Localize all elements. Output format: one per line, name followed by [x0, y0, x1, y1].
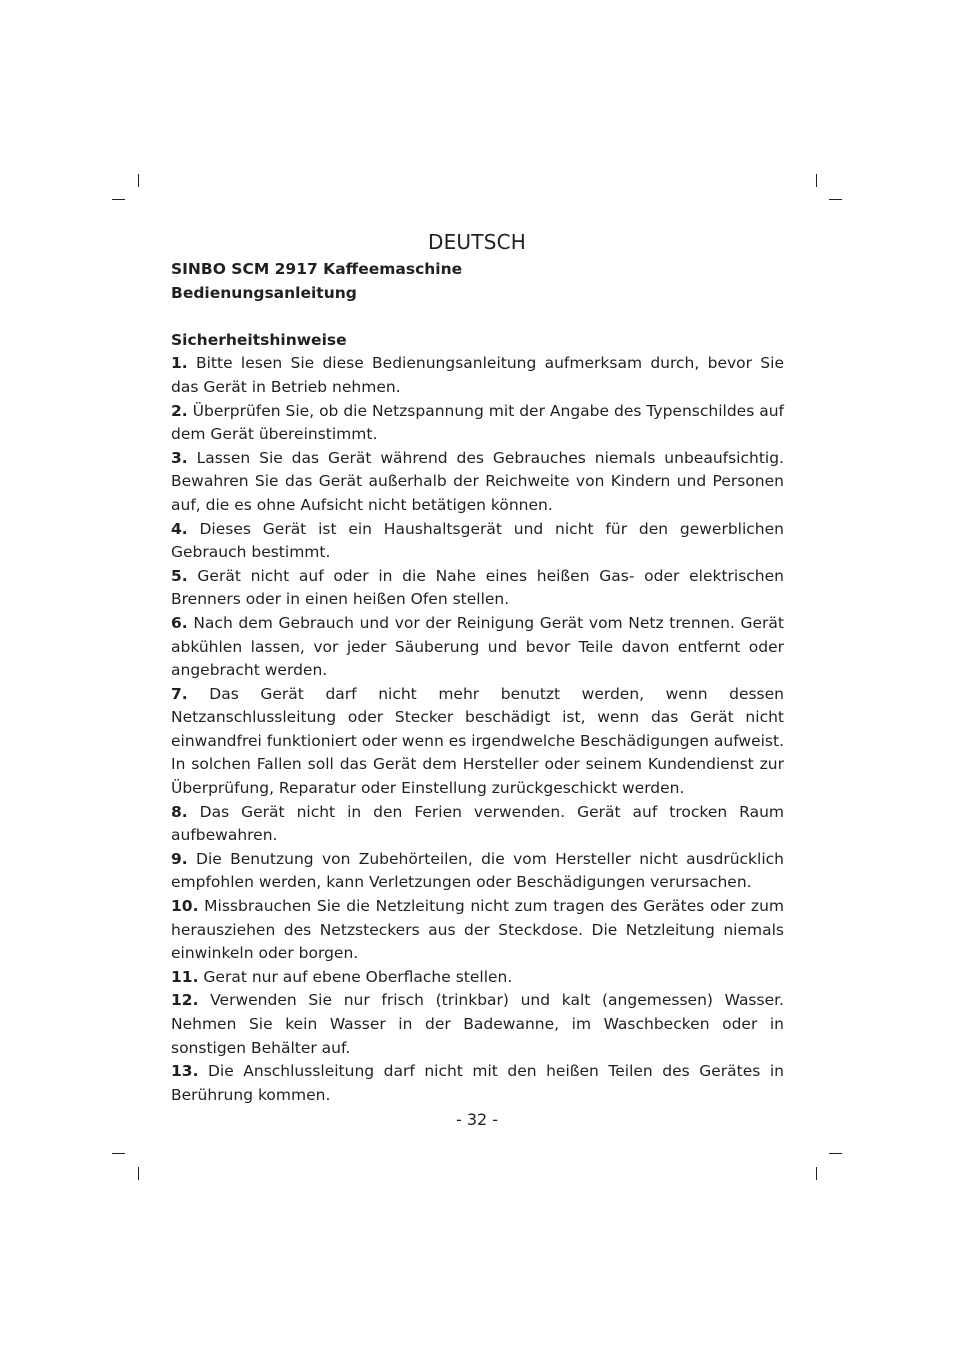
- crop-mark-top-right-vertical: [816, 174, 817, 187]
- item-number: 11.: [171, 967, 199, 986]
- product-title: SINBO SCM 2917 Kaffeemaschine: [171, 260, 463, 278]
- item-number: 4.: [171, 519, 188, 538]
- page-number: - 32 -: [455, 1110, 499, 1129]
- safety-item-8: [171, 801, 784, 848]
- safety-item-4: [171, 518, 784, 565]
- safety-item-1: [171, 352, 784, 399]
- item-text: Bitte lesen Sie diese Bedienungsanleitung aufmerksam durch, bevor Sie das Gerät in Betrieb nehmen.: [171, 354, 784, 396]
- item-text: Die Benutzung von Zubehörteilen, die vom Hersteller nicht ausdrücklich empfohlen werden, kann Verletzungen oder Beschädigungen verursachen.: [171, 849, 784, 892]
- item-number: 13.: [171, 1062, 199, 1081]
- item-number: 2.: [171, 401, 188, 420]
- crop-mark-top-left-horizontal: [112, 199, 125, 200]
- section-title: Sicherheitshinweise: [171, 330, 347, 349]
- crop-mark-top-left-vertical: [138, 174, 139, 187]
- item-text: Die Anschlussleitung darf nicht mit den heißen Teilen des Gerätes in Berührung kommen.: [171, 1062, 784, 1104]
- document-title: Bedienungsanleitung: [171, 283, 357, 302]
- item-text: Dieses Gerät ist ein Haushaltsgerät und nicht für den gewerblichen Gebrauch bestimmt.: [171, 519, 784, 562]
- safety-item-11: [171, 966, 784, 990]
- safety-item-6: [171, 612, 784, 683]
- safety-item-5: [171, 565, 784, 612]
- language-heading: DEUTSCH: [428, 230, 526, 254]
- item-number: 9.: [171, 849, 188, 868]
- item-text: Missbrauchen Sie die Netzleitung nicht zum tragen des Gerätes oder zum herausziehen des Netzsteckers aus der Steckdose. Die Netzleitung niemals einwinkeln oder borgen.: [171, 897, 784, 963]
- safety-item-7: [171, 683, 784, 801]
- safety-item-9: [171, 848, 784, 895]
- safety-item-13: [171, 1060, 784, 1107]
- crop-mark-bottom-left-vertical: [138, 1167, 139, 1180]
- item-number: 1.: [171, 354, 188, 373]
- safety-item-12: [171, 989, 784, 1060]
- item-text: Gerat nur auf ebene Oberflache stellen.: [203, 967, 513, 986]
- item-number: 7.: [171, 684, 188, 703]
- item-text: Das Gerät darf nicht mehr benutzt werden, wenn dessen Netzanschlussleitung oder Stecker beschädigt ist, wenn das Gerät nicht einwandfrei funktioniert oder wenn es irgendwelche Beschädigungen aufweist. In solchen Fallen soll das Gerät dem Hersteller oder seinem Kundendienst zur Überprüfung, Reparatur oder Einstellung zurückgeschickt werden.: [171, 684, 784, 798]
- item-number: 12.: [171, 991, 199, 1010]
- item-text: Überprüfen Sie, ob die Netzspannung mit der Angabe des Typenschildes auf dem Gerät übereinstimmt.: [171, 401, 784, 444]
- item-text: Lassen Sie das Gerät während des Gebrauches niemals unbeaufsichtig. Bewahren Sie das Gerät außerhalb der Reichweite von Kindern und Personen auf, die es ohne Aufsicht nicht betätigen können.: [171, 448, 784, 514]
- item-number: 3.: [171, 448, 188, 467]
- crop-mark-bottom-right-horizontal: [829, 1153, 842, 1154]
- crop-mark-top-right-horizontal: [829, 199, 842, 200]
- crop-mark-bottom-left-horizontal: [112, 1153, 125, 1154]
- item-text: Gerät nicht auf oder in die Nahe eines heißen Gas- oder elektrischen Brenners oder in einen heißen Ofen stellen.: [171, 566, 784, 609]
- safety-item-2: [171, 400, 784, 447]
- safety-item-3: [171, 447, 784, 518]
- item-text: Verwenden Sie nur frisch (trinkbar) und kalt (angemessen) Wasser. Nehmen Sie kein Wasser in der Badewanne, im Waschbecken oder in sonstigen Behälter auf.: [171, 991, 784, 1057]
- item-text: Das Gerät nicht in den Ferien verwenden. Gerät auf trocken Raum aufbewahren.: [171, 802, 784, 845]
- item-number: 6.: [171, 613, 188, 632]
- item-text: Nach dem Gebrauch und vor der Reinigung Gerät vom Netz trennen. Gerät abkühlen lassen, vor jeder Säuberung und bevor Teile davon entfernt oder angebracht werden.: [171, 613, 784, 680]
- item-number: 8.: [171, 802, 188, 821]
- item-number: 5.: [171, 566, 188, 585]
- safety-item-10: [171, 895, 784, 966]
- manual-content: [171, 258, 784, 1107]
- item-number: 10.: [171, 897, 199, 916]
- crop-mark-bottom-right-vertical: [816, 1167, 817, 1180]
